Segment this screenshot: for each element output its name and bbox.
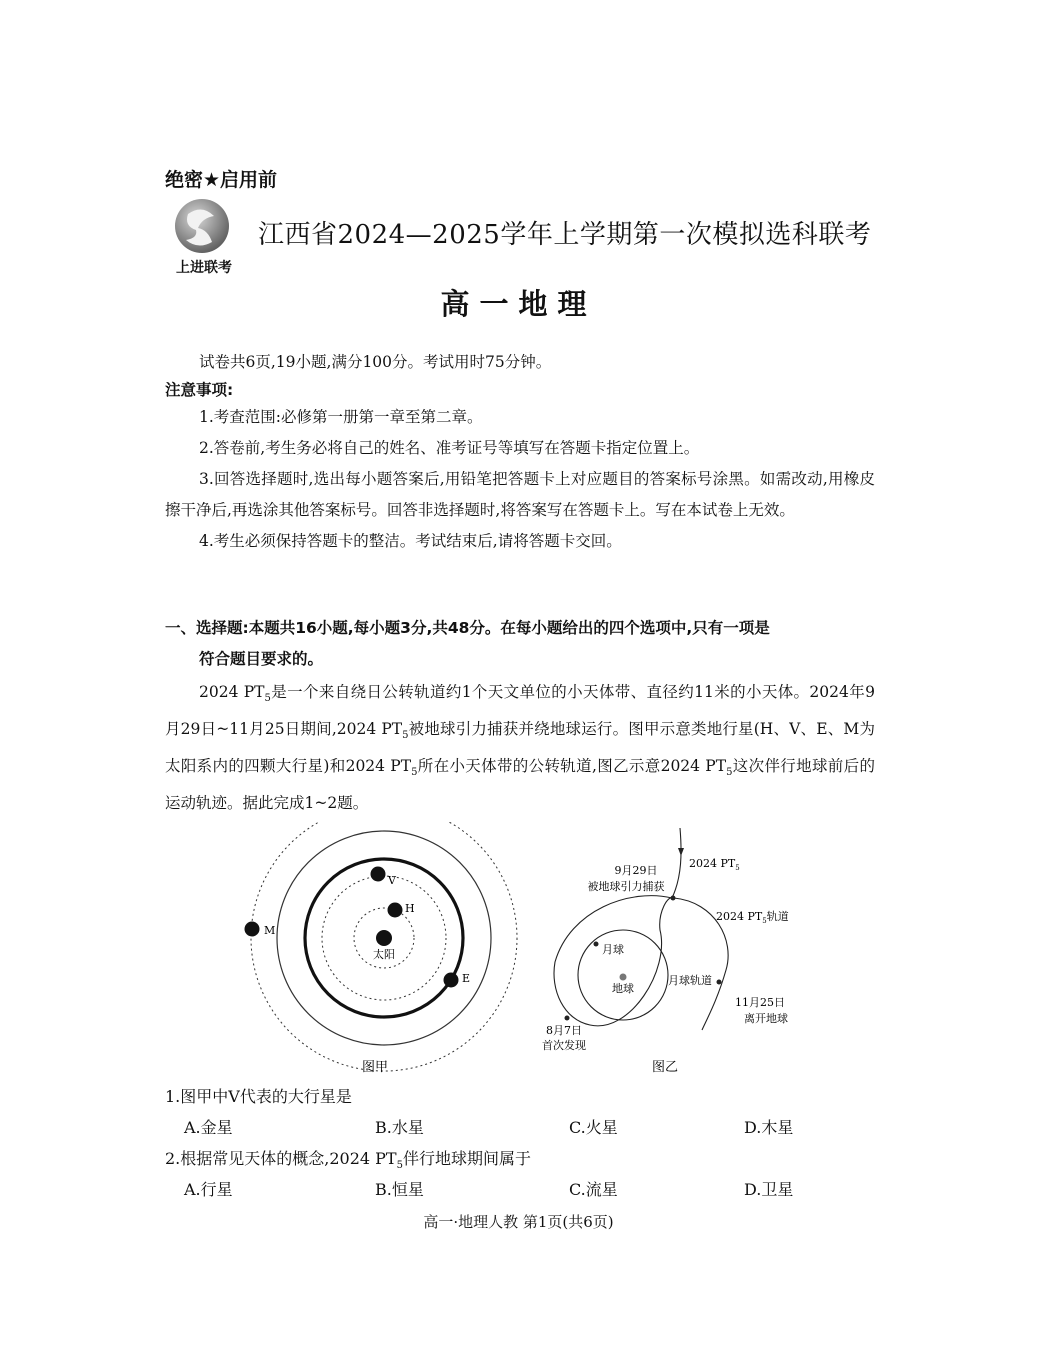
notes-title: 注意事项: [165, 381, 234, 399]
capture-date: 9月29日 [614, 864, 658, 877]
section-heading-line2: 符合题目要求的。 [199, 650, 324, 668]
planet-h-label: H [405, 902, 415, 915]
confidential-label: 绝密★启用前 [165, 169, 278, 191]
discovery-point [565, 1016, 570, 1021]
question-2-stem: 2.根据常见天体的概念,2024 $PT_5$伴行地球期间属于 [165, 1149, 531, 1172]
figure-jia [245, 822, 518, 1075]
page-footer: 高一·地理人教 第1页(共6页) [423, 1213, 614, 1231]
stem-text: 这次伴行地球前后的运动轨迹。据此完成1~2题。 [165, 757, 875, 813]
stem-text: 是一个来自绕日公转轨道约1个天文单位的小天体带、直径约11米的小天体。2024年9月29日~11月25日期间,2024 PT [165, 683, 875, 739]
moon-label: 月球 [602, 943, 624, 956]
earth-dot [620, 974, 627, 981]
planet-m [245, 922, 260, 937]
pt5-orbit-label: 2024 $PT_5$轨道 [716, 910, 789, 925]
subscript: 5 [411, 767, 418, 779]
planet-v-label: V [388, 874, 396, 887]
planet-v [371, 867, 386, 882]
note-item: 2.答卷前,考生务必将自己的姓名、准考证号等填写在答题卡指定位置上。 [199, 439, 700, 457]
moon-dot [594, 942, 599, 947]
planet-e-label: E [462, 972, 471, 985]
capture-point [671, 896, 676, 901]
q2-option-d[interactable]: D.卫星 [744, 1180, 794, 1199]
planet-m-label: M [264, 924, 276, 937]
exam-intro: 试卷共6页,19小题,满分100分。考试用时75分钟。 [199, 353, 552, 371]
q1-option-d[interactable]: D.木星 [744, 1118, 794, 1137]
leave-date: 11月25日 [735, 996, 785, 1009]
q1-option-a[interactable]: A.金星 [184, 1118, 233, 1137]
notes-list [165, 402, 875, 557]
discovery-text: 首次发现 [542, 1039, 586, 1052]
sun-dot [376, 930, 392, 946]
section-heading-line1: 一、选择题:本题共16小题,每小题3分,共48分。在每小题给出的四个选项中,只有一项是 [165, 619, 770, 637]
q1-option-c[interactable]: C.火星 [569, 1118, 618, 1137]
capture-text: 被地球引力捕获 [587, 880, 665, 893]
earth-label: 地球 [612, 982, 634, 995]
figure-yi [542, 828, 789, 1075]
exam-logo [168, 196, 240, 278]
logo-text: 上进联考 [176, 260, 232, 276]
leave-text: 离开地球 [744, 1012, 788, 1025]
figure-jia-caption: 图甲 [361, 1060, 389, 1075]
figure-yi-caption: 图乙 [651, 1060, 679, 1075]
subscript: 5 [264, 693, 271, 705]
trajectory-arrow [678, 848, 684, 856]
stem-text: 2024 PT [199, 683, 265, 701]
section-heading [165, 613, 880, 675]
subject-title: 高一地理 [440, 287, 597, 321]
note-item: 4.考生必须保持答题卡的整洁。考试结束后,请将答题卡交回。 [199, 532, 622, 550]
leave-point [717, 980, 722, 985]
question-1-stem: 1.图甲中V代表的大行星是 [165, 1087, 352, 1106]
pt5-label: 2024 $PT_5$ [689, 857, 740, 872]
exam-title: 江西省2024—2025学年上学期第一次模拟选科联考 [258, 220, 872, 250]
moon-orbit-label: 月球轨道 [668, 974, 712, 987]
planet-h [388, 903, 403, 918]
subscript: 5 [726, 767, 733, 779]
figures [230, 822, 790, 1084]
sun-label: 太阳 [373, 948, 395, 961]
stem-text: 所在小天体带的公转轨道,图乙示意2024 PT [417, 757, 727, 776]
q2-option-b[interactable]: B.恒星 [375, 1180, 424, 1199]
q1-option-b[interactable]: B.水星 [375, 1118, 424, 1137]
note-item: 1.考查范围:必修第一册第一章至第二章。 [199, 408, 483, 426]
discovery-date: 8月7日 [546, 1024, 582, 1037]
subscript: 5 [396, 1160, 403, 1172]
question-stem [165, 677, 875, 819]
planet-e [444, 973, 459, 988]
q2-option-a[interactable]: A.行星 [184, 1180, 233, 1199]
stem-text: 被地球引力捕获并绕地球运行。图甲示意类地行星(H、V、E、M为太阳系内的四颗大行星)和2024 PT [165, 720, 875, 776]
note-item: 3.回答选择题时,选出每小题答案后,用铅笔把答题卡上对应题目的答案标号涂黑。如需改动,用橡皮擦干净后,再选涂其他答案标号。回答非选择题时,将答案写在答题卡上。写在本试卷上无效。 [165, 470, 875, 519]
q2-option-c[interactable]: C.流星 [569, 1180, 618, 1199]
subscript: 5 [402, 730, 409, 742]
